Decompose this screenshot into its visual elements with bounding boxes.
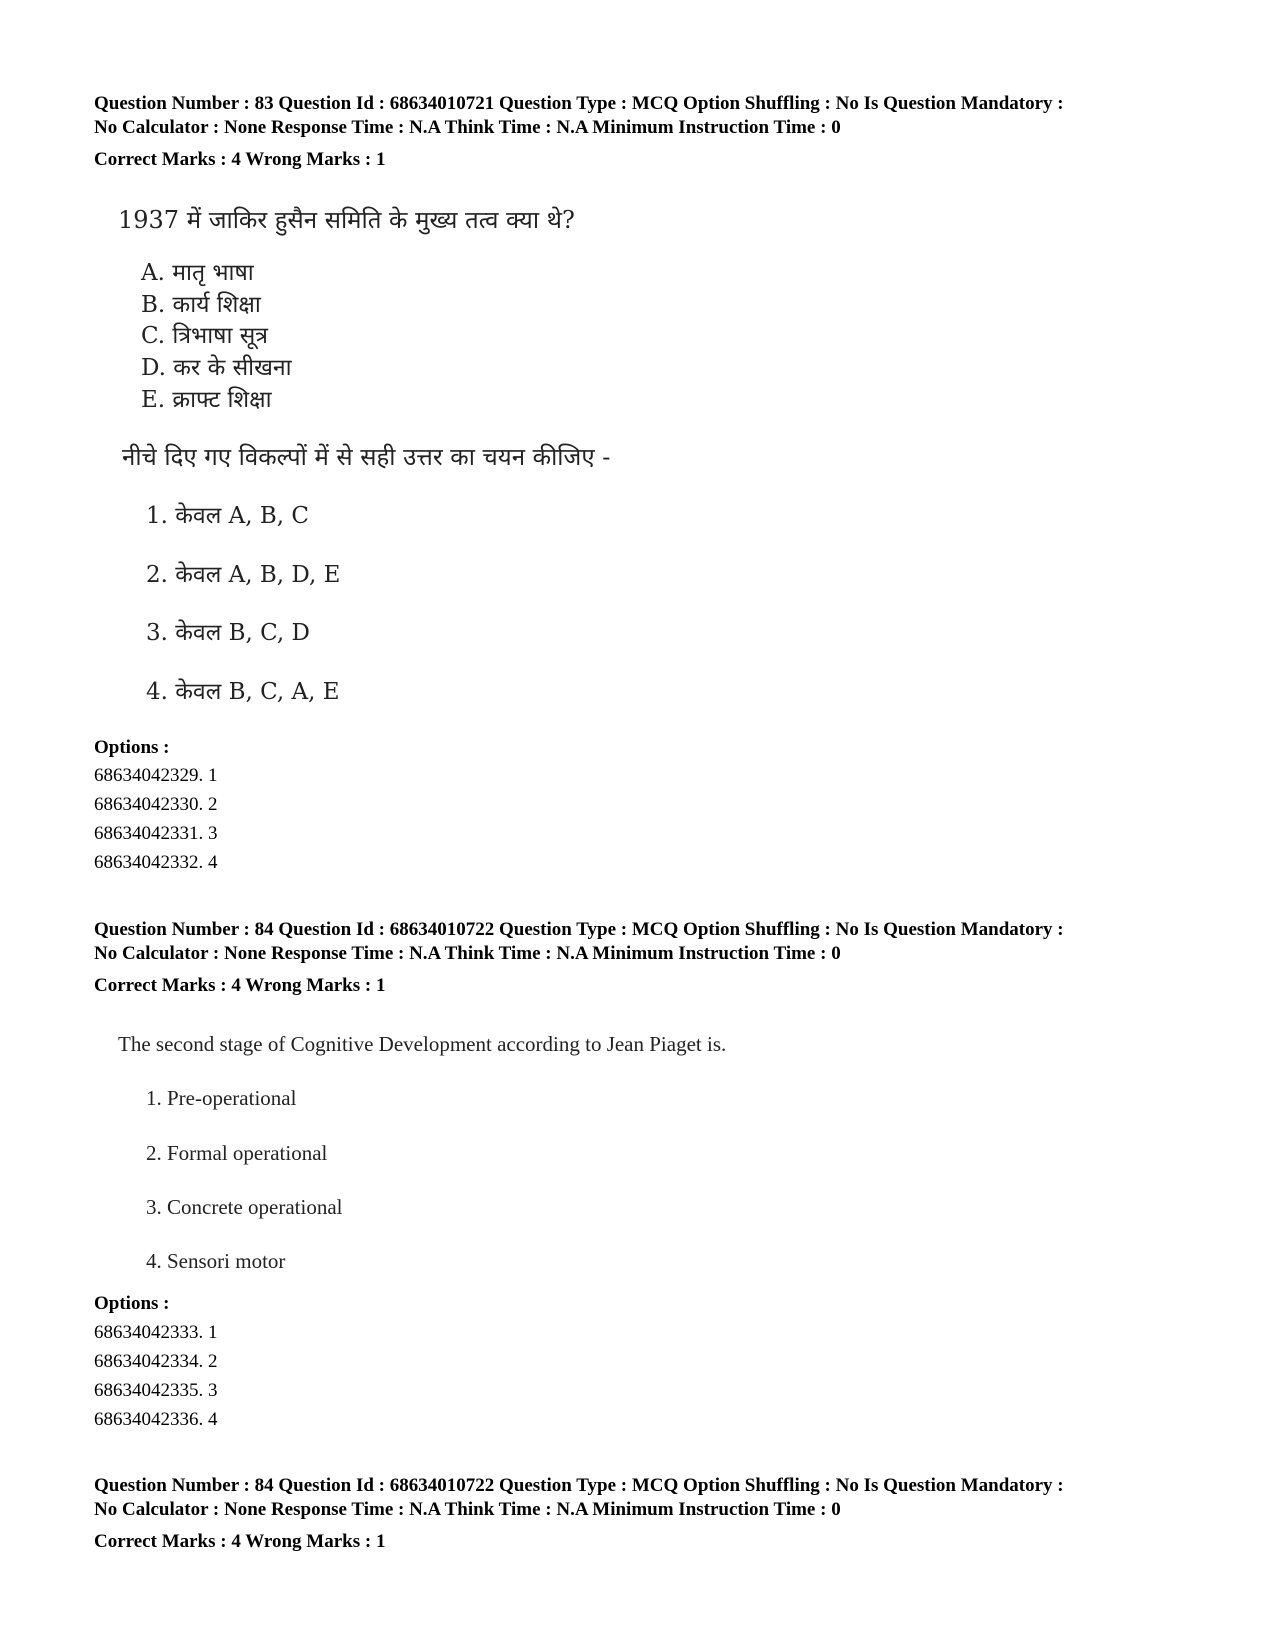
q84-meta-line1: Question Number : 84 Question Id : 68634010722 Question Type : MCQ Option Shuffling : No Is Question Mandatory : — [94, 919, 1064, 940]
q84-options-label: Options : — [94, 1293, 170, 1314]
q84b-marks: Correct Marks : 4 Wrong Marks : 1 — [94, 1531, 386, 1552]
q83-choice-1: 1. केवल A, B, C — [146, 503, 309, 529]
q83-option-1: 68634042329. 1 — [94, 765, 218, 786]
q83-statement-e: E. क्राफ्ट शिक्षा — [141, 387, 272, 413]
q84-meta-line2: No Calculator : None Response Time : N.A Think Time : N.A Minimum Instruction Time : 0 — [94, 943, 841, 964]
q84-option-3: 68634042335. 3 — [94, 1380, 218, 1401]
q84-marks: Correct Marks : 4 Wrong Marks : 1 — [94, 975, 386, 996]
q83-option-3: 68634042331. 3 — [94, 823, 218, 844]
q83-option-4: 68634042332. 4 — [94, 852, 218, 873]
q83-meta — [94, 92, 1214, 140]
q83-choice-3: 3. केवल B, C, D — [146, 620, 310, 646]
q83-statement-a: A. मातृ भाषा — [141, 260, 254, 286]
q83-statement-c: C. त्रिभाषा सूत्र — [141, 323, 268, 349]
q84-option-4: 68634042336. 4 — [94, 1409, 218, 1430]
q83-instruction: नीचे दिए गए विकल्पों में से सही उत्तर का चयन कीजिए - — [122, 443, 611, 471]
q83-options-label: Options : — [94, 737, 170, 758]
q84-meta — [94, 918, 1214, 966]
q84-question-text: The second stage of Cognitive Development according to Jean Piaget is. — [118, 1032, 727, 1056]
q84-choice-2: 2. Formal operational — [146, 1141, 328, 1165]
q83-choice-2: 2. केवल A, B, D, E — [146, 562, 341, 588]
q83-meta-line2: No Calculator : None Response Time : N.A Think Time : N.A Minimum Instruction Time : 0 — [94, 117, 841, 138]
q84-option-2: 68634042334. 2 — [94, 1351, 218, 1372]
q84-option-1: 68634042333. 1 — [94, 1322, 218, 1343]
q83-meta-line1: Question Number : 83 Question Id : 68634010721 Question Type : MCQ Option Shuffling : No Is Question Mandatory : — [94, 93, 1064, 114]
q83-option-2: 68634042330. 2 — [94, 794, 218, 815]
q83-choice-4: 4. केवल B, C, A, E — [146, 679, 340, 705]
q84b-meta — [94, 1474, 1214, 1522]
q83-statement-d: D. कर के सीखना — [141, 355, 292, 381]
q84b-meta-line1: Question Number : 84 Question Id : 68634010722 Question Type : MCQ Option Shuffling : No Is Question Mandatory : — [94, 1475, 1064, 1496]
q83-question-text: 1937 में जाकिर हुसैन समिति के मुख्य तत्व क्या थे? — [118, 206, 575, 234]
q84-choice-3: 3. Concrete operational — [146, 1195, 343, 1219]
q84b-meta-line2: No Calculator : None Response Time : N.A Think Time : N.A Minimum Instruction Time : 0 — [94, 1499, 841, 1520]
q84-choice-4: 4. Sensori motor — [146, 1249, 286, 1273]
q84-choice-1: 1. Pre-operational — [146, 1086, 297, 1110]
q83-statement-b: B. कार्य शिक्षा — [141, 292, 261, 318]
q83-marks: Correct Marks : 4 Wrong Marks : 1 — [94, 149, 386, 170]
